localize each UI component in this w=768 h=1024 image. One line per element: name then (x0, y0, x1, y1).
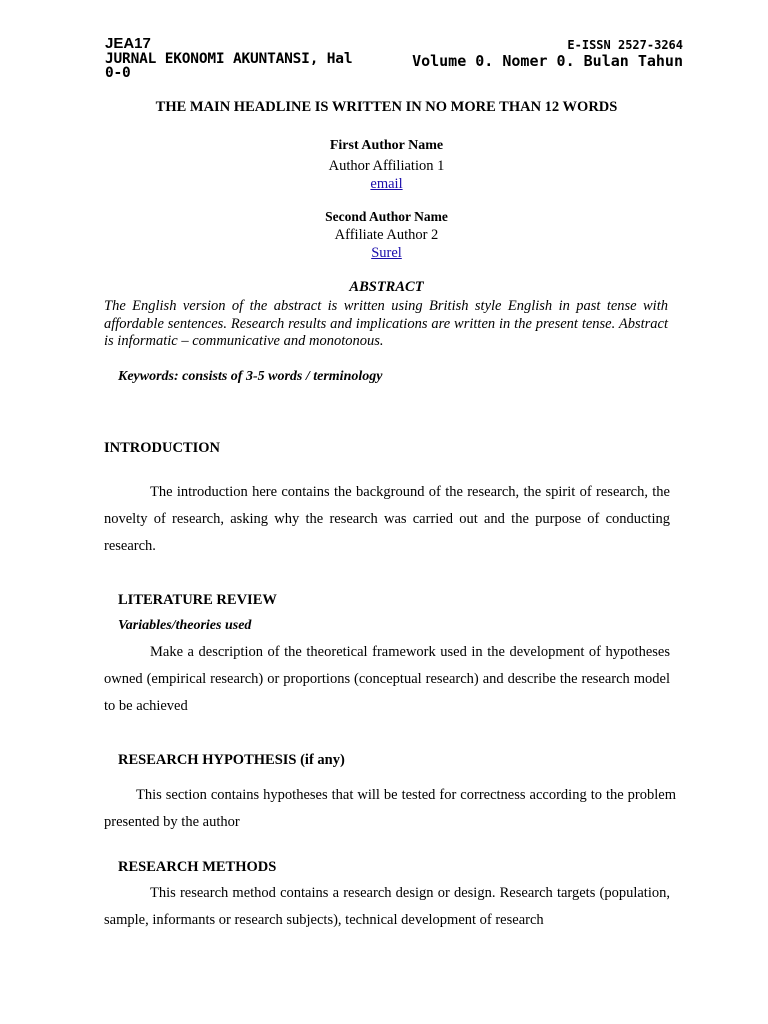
introduction-heading: INTRODUCTION (104, 440, 221, 456)
first-author-affiliation: Author Affiliation 1 (328, 158, 445, 174)
research-methods-text: This research method contains a research design or design. Research targets (population, sample, informants or research subjects), technical development of research (104, 885, 670, 928)
literature-review-text: Make a description of the theoretical framework used in the development of hypotheses owned (empirical research) or proportions (conceptual research) and describe the research model to be achieved (104, 644, 670, 714)
first-author-name: First Author Name (329, 138, 444, 153)
journal-code: JEA17 (105, 35, 151, 52)
second-author-name: Second Author Name (325, 209, 448, 224)
second-author-affiliation: Affiliate Author 2 (334, 227, 439, 243)
abstract-text: The English version of the abstract is written using British style English in past tense with affordable sentences. Research results and implications are written in the present tense. Abstract is informatic – communicative and monotonous. (104, 298, 668, 349)
first-author-email-link[interactable]: email (370, 176, 403, 192)
paper-title: THE MAIN HEADLINE IS WRITTEN IN NO MORE THAN 12 WORDS (155, 99, 618, 115)
hypothesis-text: This section contains hypotheses that will be tested for correctness according to the problem presented by the author (104, 787, 676, 830)
abstract-heading: ABSTRACT (349, 279, 424, 295)
second-author-email-link[interactable]: Surel (371, 245, 402, 261)
literature-review-subheading: Variables/theories used (118, 618, 252, 633)
research-methods-heading: RESEARCH METHODS (118, 859, 277, 875)
journal-header-right (383, 37, 683, 79)
first-author-email-container (100, 176, 673, 193)
keywords: Keywords: consists of 3-5 words / terminology (118, 369, 383, 384)
second-author-email-container (100, 245, 673, 262)
journal-name: JURNAL EKONOMI AKUNTANSI, Hal 0-0 (105, 51, 353, 79)
volume-info: Volume 0. Nomer 0. Bulan Tahun (412, 52, 683, 70)
issn: E-ISSN 2527-3264 (567, 38, 683, 52)
introduction-text: The introduction here contains the background of the research, the spirit of research, the novelty of research, asking why the research was carried out and the purpose of conducting research. (104, 484, 670, 554)
literature-review-heading: LITERATURE REVIEW (118, 592, 277, 608)
hypothesis-heading: RESEARCH HYPOTHESIS (if any) (118, 752, 345, 768)
journal-header-left (105, 35, 375, 79)
